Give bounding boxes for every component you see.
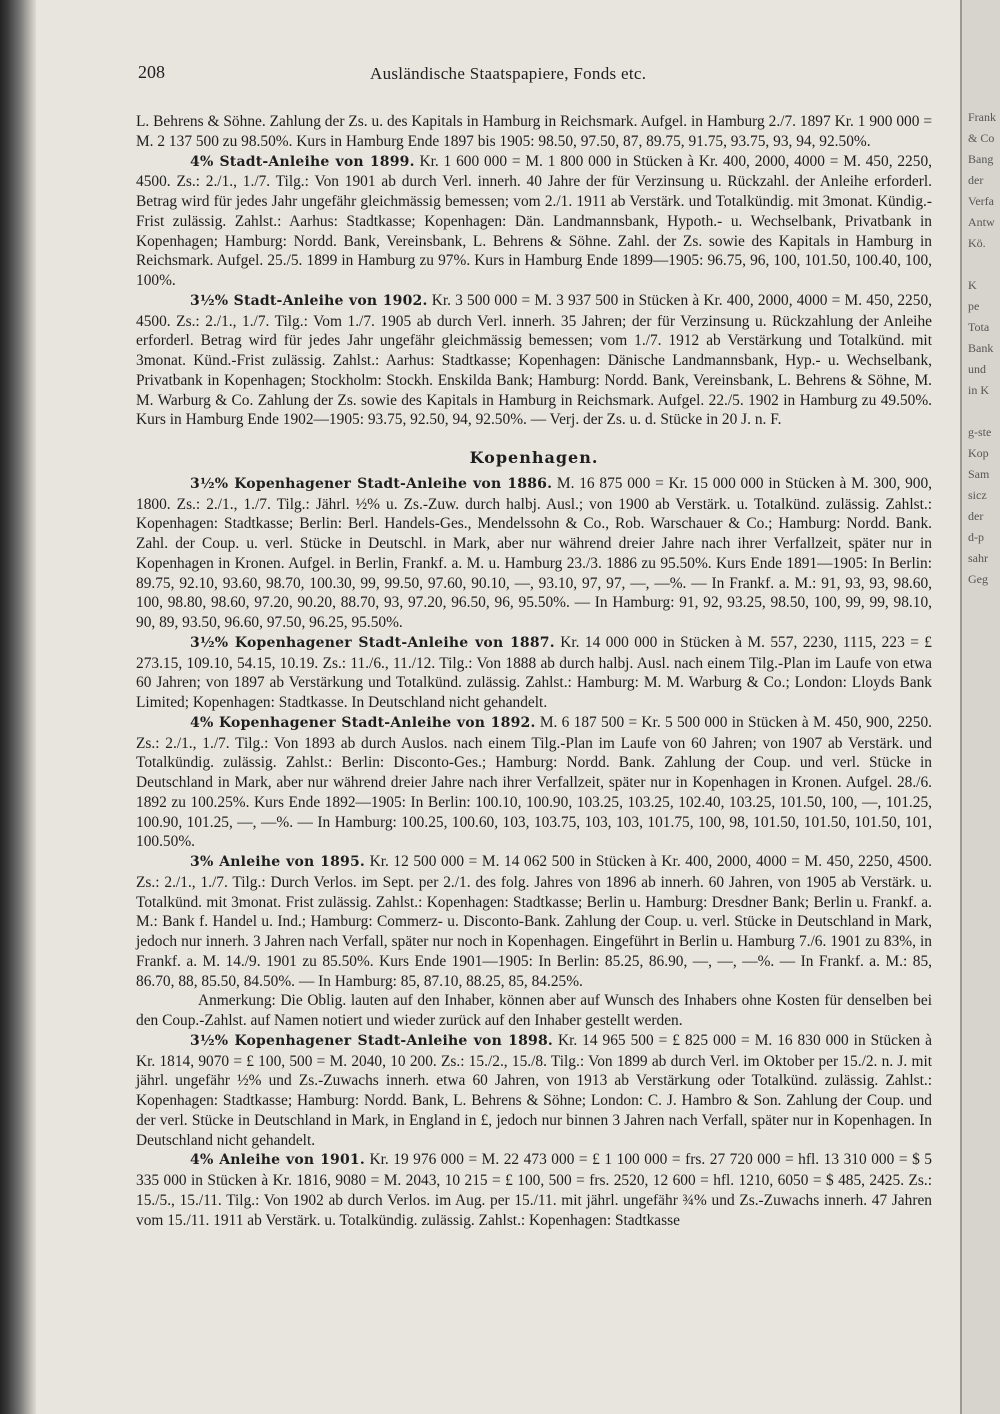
bond-entry	[136, 291, 932, 430]
bond-entry-title: 3½% Kopenhagener Stadt-Anleihe von 1898.	[190, 1032, 553, 1049]
bond-entry-title: 4% Stadt-Anleihe von 1899.	[190, 153, 415, 170]
entries-top	[136, 112, 932, 430]
entries-kopenhagen	[136, 474, 932, 1231]
facing-page-edge	[960, 0, 1000, 1414]
page-number: 208	[138, 62, 165, 82]
facing-page-fragment: g-ste	[968, 425, 992, 439]
facing-page-fragment: Kö.	[968, 236, 986, 250]
bond-entry-text: M. 6 187 500 = Kr. 5 500 000 in Stücken à M. 450, 900, 2250. Zs.: 2./1., 1./7. Tilg.: Von 1893 ab durch Auslos. nach einem Tilg.-Plan im Laufe von 60 Jahren; von 1907 ab Verstärk. und Totalkündig. zulässig. Zahlst.: Berlin: Disconto-Ges.; Hamburg: Nordd. Bank. Zahlung der Coup. und verl. Stücke in Deutschland in Mark, aber nur während dreier Jahre nach ihrer Verfallzeit, später nur in Kopenhagen in Kronen. Aufgel. 28./6. 1892 zu 100.25%. Kurs Ende 1892—1905: In Berlin: 100.10, 100.90, 103.25, 103.25, 102.40, 103.25, 101.50, 100, —, 101.25, 100.90, 101.25, —, —%. — In Hamburg: 100.25, 100.60, 103, 103.75, 103, 103, 101.75, 100, 98, 101.50, 101.50, 101.50, 101, 100.50%.	[136, 713, 932, 851]
bond-entry-text: Kr. 1 600 000 = M. 1 800 000 in Stücken à Kr. 400, 2000, 4000 = M. 450, 2250, 4500. Zs.: 2./1., 1./7. Tilg.: Von 1901 ab durch Verl. innerh. 40 Jahre der für Verzinsung u. Rückzahl. der Anleihe erforderl. Betrag wird für jedes Jahr ungefähr gleichmässig bemessen; vom 2./1. 1911 ab Verstärk. und Totalkündig. mit 3monat. Kündig.-Frist zulässig. Zahlst.: Aarhus: Stadtkasse; Kopenhagen: Dän. Landmannsbank, Hypoth.- u. Wechselbank, Privatbank in Kopenhagen; Hamburg: Nordd. Bank, Vereinsbank, L. Behrens & Söhne. Zahl. der Zs. sowie des Kapitals in Hamburg in Reichsmark. Aufgel. 25./5. 1899 in Hamburg zu 97%. Kurs in Hamburg Ende 1899—1905: 96.75, 96, 100, 101.50, 100.40, 100, 100%.	[136, 152, 932, 289]
facing-page-fragment: sahr	[968, 551, 988, 565]
facing-page-fragment: in K	[968, 383, 989, 397]
bond-entry	[136, 152, 932, 291]
bond-entry	[136, 852, 932, 991]
section-heading: Kopenhagen.	[469, 448, 599, 467]
book-spine-shadow	[0, 0, 36, 1414]
facing-page-fragment: sicz	[968, 488, 987, 502]
bond-entry-title: 3½% Kopenhagener Stadt-Anleihe von 1886.	[190, 475, 553, 492]
facing-page-fragment: Sam	[968, 467, 990, 481]
facing-page-fragment: Antw	[968, 215, 995, 229]
facing-page-fragment: der	[968, 509, 984, 523]
bond-entry	[136, 713, 932, 852]
facing-page-fragment: Bank	[968, 341, 994, 355]
page-body	[136, 112, 932, 1230]
running-head: Ausländische Staatspapiere, Fonds etc.	[370, 64, 647, 83]
bond-entry-text: Kr. 14 965 500 = £ 825 000 = M. 16 830 000 in Stücken à Kr. 1814, 9070 = £ 100, 500 = M. 2040, 10 200. Zs.: 15./2., 15./8. Tilg.: Von 1899 ab durch Verl. im Oktober per 15./2. n. J. mit jährl. ungefähr ½% und Zs.-Zuwachs innerh. etwa 60 Jahren, von 1913 ab Verstärkung oder Totalkünd. zulässig. Zahlst.: Kopenhagen: Stadtkasse; Hamburg: Nordd. Bank, L. Behrens & Söhne; London: C. J. Hambro & Son. Zahlung der Coup. und der verl. Stücke in Deutschland in Mark, in England in £, jedoch nur binnen 3 Jahren nach Verfall, später nur in Kopenhagen. In Deutschland nicht gehandelt.	[136, 1031, 932, 1149]
facing-page-fragment: Verfa	[968, 194, 994, 208]
facing-page-fragment: d-p	[968, 530, 984, 544]
facing-page-fragment: & Co	[968, 131, 995, 145]
bond-entry	[136, 1031, 932, 1151]
bond-entry-title: 3½% Stadt-Anleihe von 1902.	[190, 292, 428, 309]
bond-entry-title: 4% Kopenhagener Stadt-Anleihe von 1892.	[190, 714, 536, 731]
bond-entry-text: Kr. 19 976 000 = M. 22 473 000 = £ 1 100 000 = frs. 27 720 000 = hfl. 13 310 000 = $ 5 335 000 in Stücken à Kr. 1816, 9080 = M. 2043, 10 215 = £ 100, 500 = frs. 2520, 12 600 = hfl. 1210, 6050 = $ 485, 2425. Zs.: 15./5., 15./11. Tilg.: Von 1902 ab durch Verlos. im Aug. per 15./11. mit jährl. ungefähr ¾% und Zs.-Zuwachs innerh. 47 Jahren vom 15./11. 1911 ab Verstärk. u. Totalkündig. zulässig. Zahlst.: Kopenhagen: Stadtkasse	[136, 1151, 932, 1229]
bond-entry	[136, 633, 932, 713]
facing-page-fragment: K	[968, 278, 977, 292]
bond-entry	[136, 1150, 932, 1230]
facing-page-fragment: Frank	[968, 110, 996, 124]
bond-entry-text: Kr. 12 500 000 = M. 14 062 500 in Stücken à Kr. 400, 2000, 4000 = M. 450, 2250, 4500. Zs.: 2./1., 1./7. Tilg.: Durch Verlos. im Sept. per 2./1. des folg. Jahres von 1896 ab innerh. 60 Jahren, von 1905 ab Verstärk. u. Totalkünd. mit 3monat. Frist zulässig. Zahlst.: Kopenhagen: Stadtkasse; Berlin u. Hamburg: Dresdner Bank; Berlin u. Frankf. a. M.: Bank f. Handel u. Ind.; Hamburg: Commerz- u. Disconto-Bank. Zahlung der Coup. u. verl. Stücke in Deutschland in Mark, jedoch nur innerh. 3 Jahren nach Verfall, später nur noch in Kopenhagen. Eingeführt in Berlin u. Hamburg 7./6. 1901 zu 83%, in Frankf. a. M. 14./9. 1901 zu 85.50%. Kurs Ende 1901—1905: In Berlin: 85.25, 86.90, —, —, —%. — In Frankf. a. M.: 85, 86.70, 88, 85.50, 84.50%. — In Hamburg: 85, 87.10, 88.25, 85, 84.25%.	[136, 853, 933, 990]
facing-page-fragment: Geg	[968, 572, 988, 586]
note-text: Anmerkung: Die Oblig. lauten auf den Inhaber, können aber auf Wunsch des Inhabers ohne Kosten für denselben bei den Coup.-Zahlst. auf Namen notiert und wieder zurück auf den Inhaber gestellt werden.	[136, 992, 932, 1029]
bond-entry-text: M. 16 875 000 = Kr. 15 000 000 in Stücken à M. 300, 900, 1800. Zs.: 2./1., 1./7. Tilg.: Jährl. ½% u. Zs.-Zuw. durch halbj. Ausl.; von 1900 ab Verstärk. u. Totalkünd. zulässig. Zahlst.: Kopenhagen: Stadtkasse; Berlin: Berl. Handels-Ges., Mendelssohn & Co., Rob. Warschauer & Co.; Hamburg: Nordd. Bank. Zahl. der Coup. u. verl. Stücke in Deutschl. in Mark, aber nur während dreier Jahre nach ihrer Verfallzeit, später nur in Kopenhagen in Kronen. Aufgel. in Berlin, Frankf. a. M. u. Hamburg 23./3. 1886 zu 95.50%. Kurs Ende 1891—1905: In Berlin: 89.75, 92.10, 93.60, 98.70, 100.30, 99, 99.50, 97.60, 90.10, —, 93.10, 97, 97, —, —%. — In Frankf. a. M.: 91, 93, 93, 98.60, 100, 98.80, 98.60, 97.20, 90.20, 88.70, 93, 97.20, 96.50, 96, 95.50%. — In Hamburg: 91, 92, 93.25, 98.50, 100, 99, 99, 98.10, 90, 89, 93.50, 96.60, 97.50, 96.25, 95.50%.	[136, 474, 933, 631]
facing-page-fragment: Bang	[968, 152, 994, 166]
bond-entry	[136, 474, 932, 633]
bond-entry-text: Kr. 14 000 000 in Stücken à M. 557, 2230, 1115, 223 = £ 273.15, 109.10, 54.15, 10.19. Zs.: 11./6., 11./12. Tilg.: Von 1888 ab durch halbj. Ausl. nach einem Tilg.-Plan im Laufe von etwa 60 Jahren; von 1897 ab Verstärkung und Totalkünd. zulässig. Zahlst.: Hamburg: M. M. Warburg & Co.; London: Lloyds Bank Limited; Kopenhagen: Stadtkasse. In Deutschland nicht gehandelt.	[136, 633, 932, 711]
facing-page-fragment: und	[968, 362, 986, 376]
bond-entry-title: 3½% Kopenhagener Stadt-Anleihe von 1887.	[190, 634, 555, 651]
bond-entry	[136, 991, 932, 1031]
facing-page-fragment: der	[968, 173, 984, 187]
bond-entry-text: Kr. 3 500 000 = M. 3 937 500 in Stücken à Kr. 400, 2000, 4000 = M. 450, 2250, 4500. Zs.: 2./1., 1./7. Tilg.: Vom 1./7. 1905 ab durch Verl. innerh. 35 Jahren; der für Verzinsung u. Rückzahlung der Anleihe erforderl. Betrag wird für jedes Jahr ungefähr gleichmässig bemessen; vom 1./7. 1912 ab Verstärkung und Totalkünd. mit 3monat. Künd.-Frist zulässig. Zahlst.: Aarhus: Stadtkasse; Kopenhagen: Dänische Landmannsbank, Hyp.- u. Wechselbank, Privatbank in Kopenhagen; Stockholm: Stockh. Enskilda Bank; Hamburg: Nordd. Bank, Vereinsbank, L. Behrens & Söhne, M. M. Warburg & Co. Zahlung der Zs. sowie des Kapitals in Hamburg in Reichsmark. Aufgel. 22./5. 1902 in Hamburg zu 49.50%. Kurs in Hamburg Ende 1902—1905: 93.75, 92.50, 94, 92.50%. — Verj. der Zs. u. d. Stücke in 20 J. n. F.	[136, 291, 932, 429]
bond-entry-title: 4% Anleihe von 1901.	[190, 1152, 365, 1169]
bond-entry	[136, 112, 932, 152]
facing-page-fragment: Tota	[968, 320, 990, 334]
facing-page-fragment: Kop	[968, 446, 989, 460]
bond-entry-title: 3% Anleihe von 1895.	[190, 854, 366, 870]
facing-page-fragment: pe	[968, 299, 980, 313]
bond-entry-text: L. Behrens & Söhne. Zahlung der Zs. u. des Kapitals in Hamburg in Reichsmark. Aufgel. in Hamburg 2./7. 1897 Kr. 1 900 000 = M. 2 137 500 zu 98.50%. Kurs in Hamburg Ende 1897 bis 1905: 98.50, 97.50, 87, 89.75, 91.75, 93.75, 93, 94, 92.50%.	[136, 113, 932, 150]
